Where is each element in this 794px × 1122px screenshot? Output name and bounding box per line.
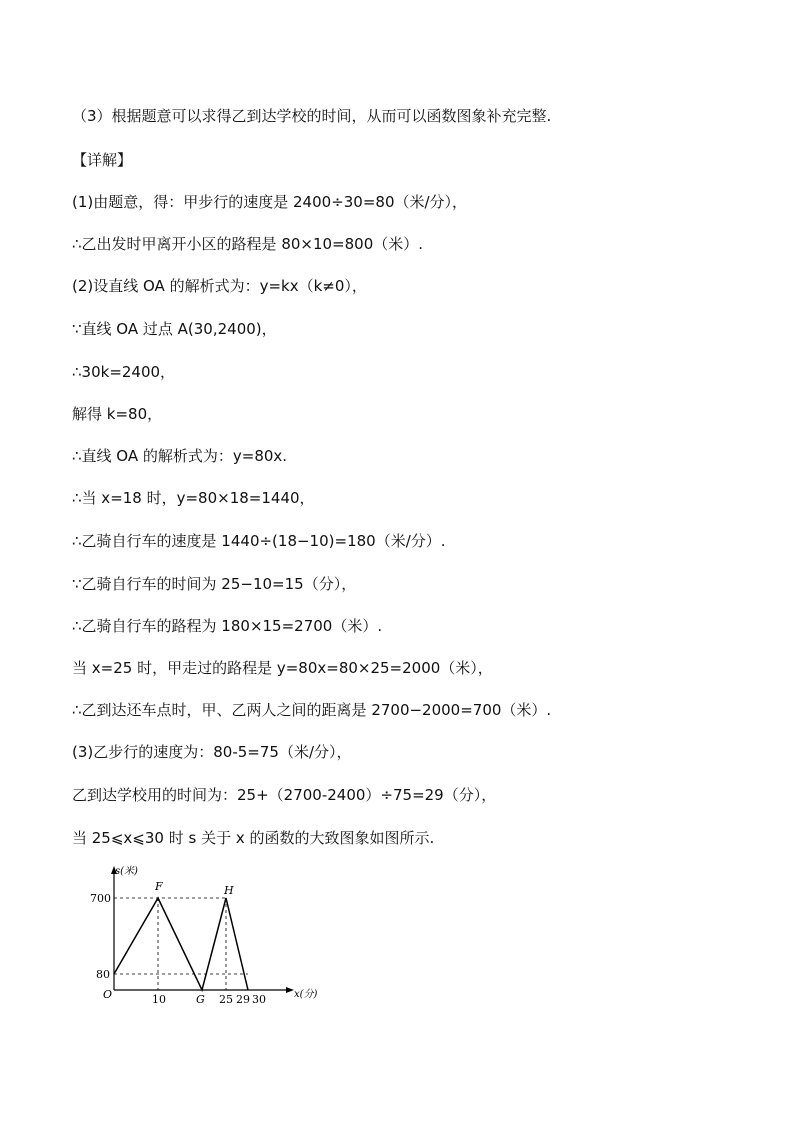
text-line: 乙到达学校用的时间为：25+（2700-2400）÷75=29（分）， [72,786,497,804]
text-line: (2)设直线 OA 的解析式为：y=kx（k≠0）， [72,277,367,295]
text-line: (1)由题意，得：甲步行的速度是 2400÷30=80（米/分）， [72,193,468,211]
s-graph-line [114,898,248,990]
x-tick-30: 30 [252,993,266,1006]
y-tick-80: 80 [96,968,110,981]
text-line: 当 25⩽x⩽30 时 s 关于 x 的函数的大致图象如图所示. [72,829,435,847]
text-line: ∴直线 OA 的解析式为：y=80x. [72,447,288,465]
text-line: 当 x=25 时，甲走过的路程是 y=80x=80×25=2000（米）， [72,659,493,677]
x-tick-29: 29 [236,993,250,1006]
x-tick-25: 25 [219,993,233,1006]
point-label-F: F [155,880,163,893]
text-line: ∵乙骑自行车的时间为 25−10=15（分）， [72,575,357,593]
y-tick-700: 700 [90,892,111,905]
text-line: ∴30k=2400， [72,363,176,381]
text-line: ∴当 x=18 时，y=80×18=1440， [72,489,315,507]
text-line: ∴乙骑自行车的路程为 180×15=2700（米）. [72,617,383,635]
x-tick-G: G [196,993,205,1006]
x-axis-arrow [286,987,294,993]
text-line: ∵直线 OA 过点 A(30,2400)， [72,320,277,338]
section-heading: 【详解】 [72,151,133,169]
text-line: ∴乙骑自行车的速度是 1440÷(18−10)=180（米/分）. [72,532,446,550]
x-axis-label: x(分) [294,989,318,1000]
text-line: ∴乙出发时甲离开小区的路程是 80×10=800（米）. [72,235,424,253]
x-tick-10: 10 [152,993,166,1006]
text-line: (3)乙步行的速度为：80-5=75（米/分）， [72,743,352,761]
text-line: 解得 k=80， [72,405,163,423]
origin-label: O [103,988,113,1001]
text-line: ∴乙到达还车点时，甲、乙两人之间的距离是 2700−2000=700（米）. [72,701,552,719]
y-axis-label: s(米) [115,866,138,877]
text-line: （3）根据题意可以求得乙到达学校的时间，从而可以函数图象补充完整. [72,107,552,125]
graph-svg [90,860,318,1006]
point-label-H: H [224,884,234,897]
function-graph [90,860,318,1009]
